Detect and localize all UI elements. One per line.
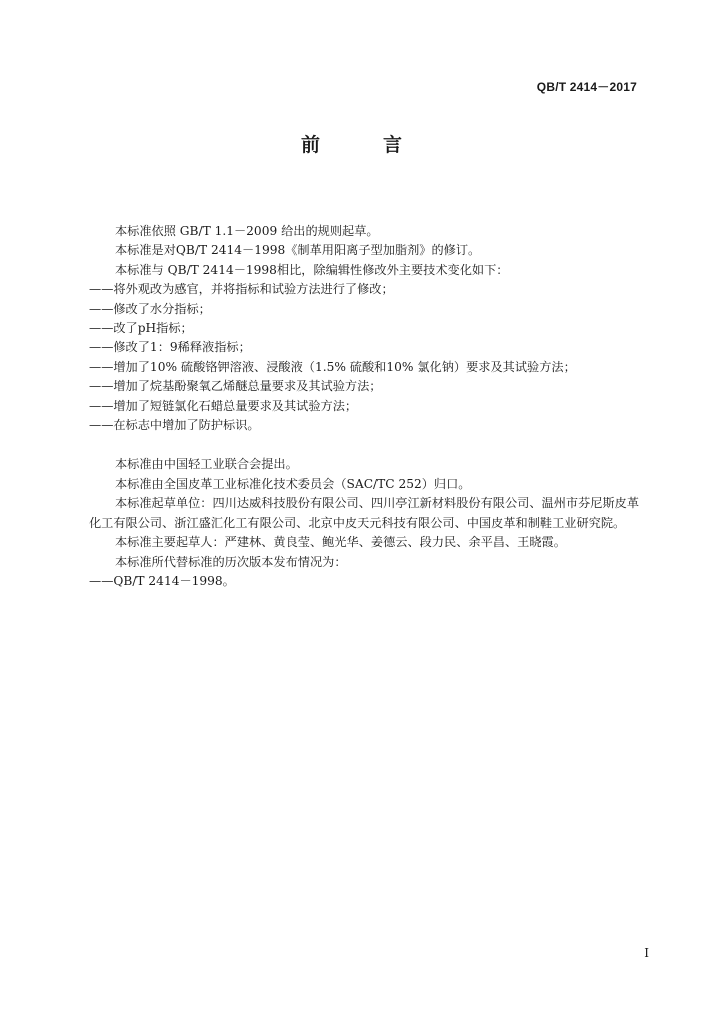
change-item: ——修改了水分指标； bbox=[89, 301, 211, 316]
paragraph-centralized-by: 本标准由全国皮革工业标准化技术委员会（SAC/TC 252）归口。 bbox=[115, 476, 471, 491]
foreword-body bbox=[89, 222, 659, 591]
paragraph-proposed-by: 本标准由中国轻工业联合会提出。 bbox=[115, 457, 298, 472]
paragraph-revision-of: 本标准是对QB/T 2414－1998《制革用阳离子型加脂剂》的修订。 bbox=[115, 243, 481, 258]
change-item: ——在标志中增加了防护标识。 bbox=[89, 418, 260, 433]
change-item: ——增加了烷基酚聚氧乙烯醚总量要求及其试验方法； bbox=[89, 379, 382, 394]
change-item: ——增加了短链氯化石蜡总量要求及其试验方法； bbox=[89, 398, 358, 413]
change-item: ——增加了10% 硫酸铬钾溶液、浸酸液（1.5% 硫酸和10% 氯化钠）要求及其试验方法； bbox=[89, 359, 576, 374]
change-item: ——修改了1：9稀释液指标； bbox=[89, 340, 251, 355]
paragraph-drafters: 本标准主要起草人：严建林、黄良莹、鲍光华、姜德云、段力民、余平昌、王晓霞。 bbox=[115, 535, 566, 550]
change-item: ——将外观改为感官，并将指标和试验方法进行了修改； bbox=[89, 282, 394, 297]
page-title: 前 言 bbox=[300, 134, 424, 156]
paragraph-main-changes: 本标准与 QB/T 2414－1998相比，除编辑性修改外主要技术变化如下： bbox=[115, 262, 509, 277]
section-gap bbox=[89, 435, 659, 455]
change-item: ——改了pH指标； bbox=[89, 321, 193, 336]
paragraph-history-intro: 本标准所代替标准的历次版本发布情况为： bbox=[115, 554, 347, 569]
history-item: ——QB/T 2414－1998。 bbox=[89, 573, 235, 588]
document-code: QB/T 2414－2017 bbox=[536, 80, 637, 94]
paragraph-drafting-units-cont: 化工有限公司、浙江盛汇化工有限公司、北京中皮天元科技有限公司、中国皮革和制鞋工业研究院。 bbox=[89, 515, 626, 530]
paragraph-drafting-rules: 本标准依照 GB/T 1.1－2009 给出的规则起草。 bbox=[115, 224, 379, 238]
page-number: I bbox=[644, 946, 649, 960]
paragraph-drafting-units: 本标准起草单位：四川达威科技股份有限公司、四川亭江新材料股份有限公司、温州市芬尼斯皮革 bbox=[115, 496, 640, 511]
